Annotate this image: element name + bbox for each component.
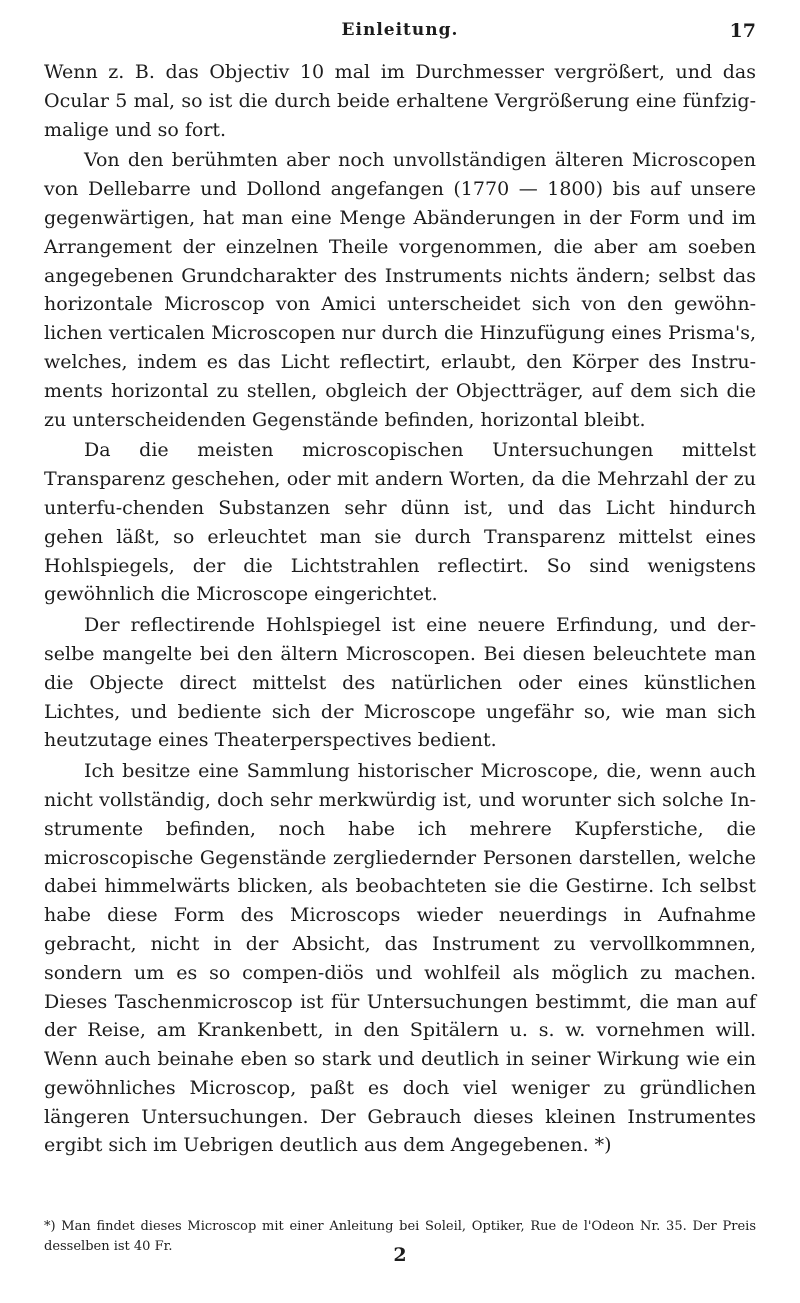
footnote: *) Man findet dieses Microscop mit einer Anleitung bei Soleil, Optiker, Rue de l'Odeon Nr. 35. Der Preis desselben ist 40 Fr.	[44, 1219, 756, 1254]
body-text	[44, 58, 756, 1162]
running-title: Einleitung.	[341, 20, 459, 40]
paragraph: Wenn z. B. das Objectiv 10 mal im Durchmesser vergrößert, und das Ocular 5 mal, so ist die durch beide erhaltene Vergrößerung eine fünfzig-malige und so fort.	[44, 61, 756, 141]
paragraph: Von den berühmten aber noch unvollständigen älteren Microscopen von Dellebarre und Dollond angefangen (1770 — 1800) bis auf unsere gegenwärtigen, hat man eine Menge Abänderungen in der Form und im Arrangement der einzelnen Theile vorgenommen, die aber am soeben angegebenen Grundcharakter des Instruments nichts ändern; selbst das horizontale Microscop von Amici unterscheidet sich von den gewöhn-lichen verticalen Microscopen nur durch die Hinzufügung eines Prisma's, welches, indem es das Licht reflectirt, erlaubt, den Körper des Instru-ments horizontal zu stellen, obgleich der Objectträger, auf dem sich die zu unterscheidenden Gegenstände befinden, horizontal bleibt.	[44, 149, 756, 431]
signature-mark: 2	[393, 1244, 407, 1266]
page-number: 17	[729, 20, 756, 42]
page-header	[44, 20, 756, 50]
paragraph: Da die meisten microscopischen Untersuchungen mittelst Transparenz geschehen, oder mit andern Worten, da die Mehrzahl der zu unterfu-chenden Substanzen sehr dünn ist, und das Licht hindurch gehen läßt, so erleuchtet man sie durch Transparenz mittelst eines Hohlspiegels, der die Lichtstrahlen reflectirt. So sind wenigstens gewöhnlich die Microscope eingerichtet.	[44, 439, 756, 606]
paragraph: Ich besitze eine Sammlung historischer Microscope, die, wenn auch nicht vollständig, doch sehr merkwürdig ist, und worunter sich solche In-strumente befinden, noch habe ich mehrere Kupferstiche, die microscopische Gegenstände zergliedernder Personen darstellen, welche dabei himmelwärts blicken, als beobachteten sie die Gestirne. Ich selbst habe diese Form des Microscops wieder neuerdings in Aufnahme gebracht, nicht in der Absicht, das Instrument zu vervollkommnen, sondern um es so compen-diös und wohlfeil als möglich zu machen. Dieses Taschenmicroscop ist für Untersuchungen bestimmt, die man auf der Reise, am Krankenbett, in den Spitälern u. s. w. vornehmen will. Wenn auch beinahe eben so stark und deutlich in seiner Wirkung wie ein gewöhnliches Microscop, paßt es doch viel weniger zu gründlichen längeren Untersuchungen. Der Gebrauch dieses kleinen Instrumentes ergibt sich im Uebrigen deutlich aus dem Angegebenen. *)	[44, 760, 756, 1157]
paragraph: Der reflectirende Hohlspiegel ist eine neuere Erfindung, und der-selbe mangelte bei den ältern Microscopen. Bei diesen beleuchtete man die Objecte direct mittelst des natürlichen oder eines künstlichen Lichtes, und bediente sich der Microscope ungefähr so, wie man sich heutzutage eines Theaterperspectives bedient.	[44, 614, 756, 752]
